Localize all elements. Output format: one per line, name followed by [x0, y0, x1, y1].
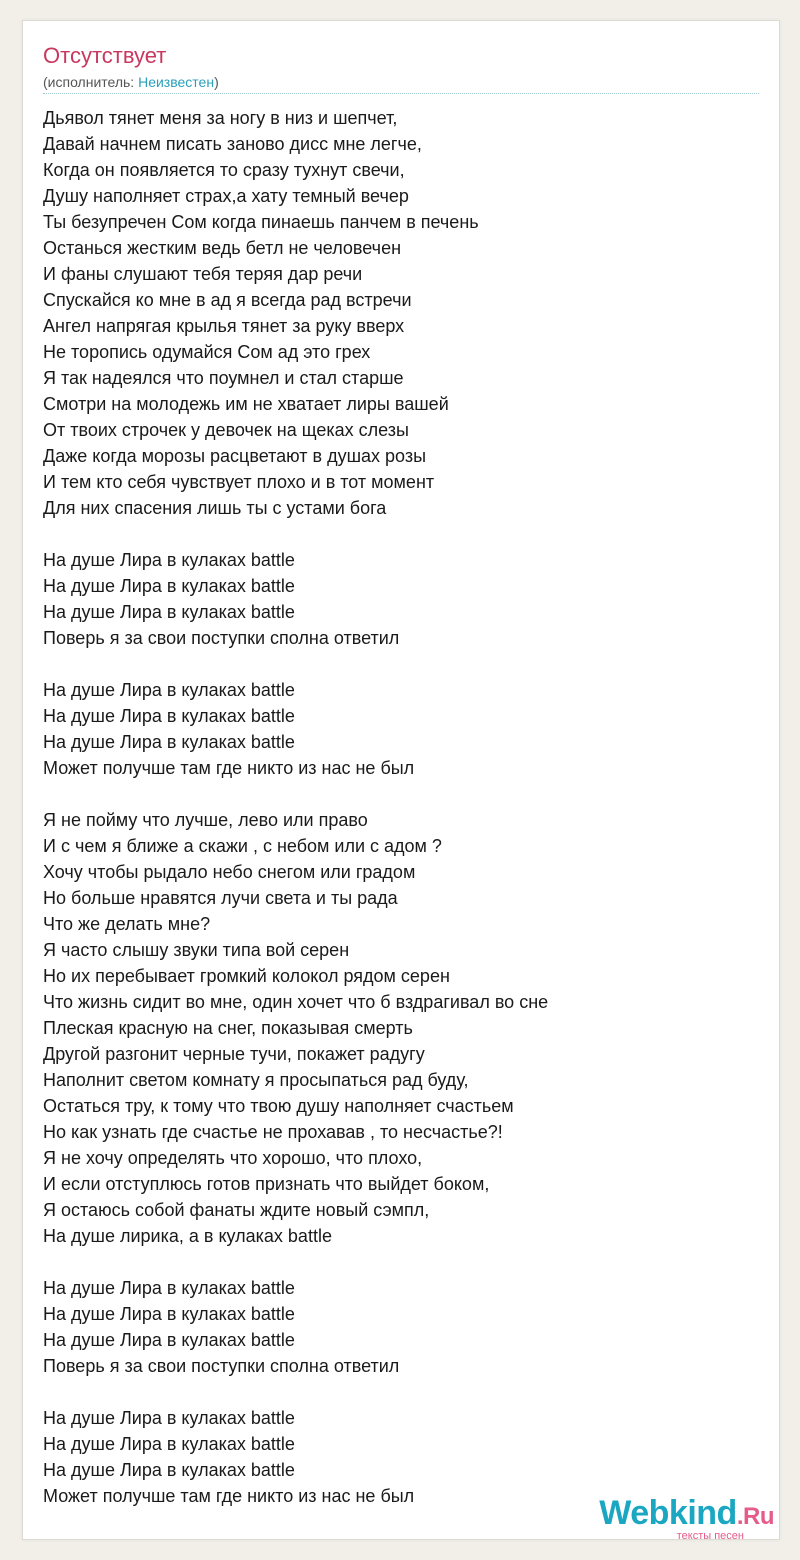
lyric-line: Смотри на молодежь им не хватает лиры вашей	[43, 394, 449, 414]
lyric-line: Что же делать мне?	[43, 914, 211, 934]
lyric-line: И фаны слушают тебя теряя дар речи	[43, 264, 363, 284]
lyric-line: Плеская красную на снег, показывая смерть	[43, 1018, 413, 1038]
lyric-line: На душе Лира в кулаках battle	[43, 1460, 295, 1480]
lyric-line: На душе Лира в кулаках battle	[43, 732, 295, 752]
lyric-line: И если отступлюсь готов признать что выйдет боком,	[43, 1174, 490, 1194]
lyric-line	[43, 1249, 759, 1275]
artist-link[interactable]: Неизвестен	[138, 74, 215, 90]
lyric-line: Давай начнем писать заново дисс мне легче,	[43, 134, 422, 154]
lyric-line: На душе Лира в кулаках battle	[43, 550, 295, 570]
lyric-line: Может получше там где никто из нас не был	[43, 1486, 415, 1506]
lyric-line: Поверь я за свои поступки сполна ответил	[43, 628, 400, 648]
logo-suffix: .Ru	[736, 1503, 774, 1530]
lyric-line: На душе Лира в кулаках battle	[43, 680, 295, 700]
lyric-line: Что жизнь сидит во мне, один хочет что б вздрагивал во сне	[43, 992, 549, 1012]
lyric-line: Не торопись одумайся Сом ад это грех	[43, 342, 371, 362]
lyric-line: Когда он появляется то сразу тухнут свечи,	[43, 160, 405, 180]
lyric-line: На душе Лира в кулаках battle	[43, 602, 295, 622]
lyrics-text	[43, 105, 759, 1509]
lyric-line: Но больше нравятся лучи света и ты рада	[43, 888, 398, 908]
lyric-line: Я не пойму что лучше, лево или право	[43, 810, 368, 830]
lyric-line: Для них спасения лишь ты с устами бога	[43, 498, 387, 518]
lyric-line	[43, 1379, 759, 1405]
lyric-line: Даже когда морозы расцветают в душах розы	[43, 446, 427, 466]
lyric-line	[43, 521, 759, 547]
lyric-line: Дьявол тянет меня за ногу в низ и шепчет,	[43, 108, 398, 128]
lyric-line: На душе Лира в кулаках battle	[43, 706, 295, 726]
lyric-line: На душе Лира в кулаках battle	[43, 1330, 295, 1350]
lyric-line: Я часто слышу звуки типа вой серен	[43, 940, 350, 960]
site-logo[interactable]	[599, 1496, 774, 1542]
lyric-line: На душе Лира в кулаках battle	[43, 576, 295, 596]
lyric-line: Хочу чтобы рыдало небо снегом или градом	[43, 862, 416, 882]
lyrics-card	[22, 20, 780, 1540]
lyric-line: От твоих строчек у девочек на щеках слезы	[43, 420, 409, 440]
lyric-line: Спускайся ко мне в ад я всегда рад встречи	[43, 290, 412, 310]
song-title: Отсутствует	[43, 43, 167, 68]
lyric-line: На душе Лира в кулаках battle	[43, 1304, 295, 1324]
lyric-line: Может получше там где никто из нас не был	[43, 758, 415, 778]
logo-subtitle: тексты песен	[676, 1530, 744, 1542]
lyric-line: Но как узнать где счастье не прохавав , то несчастье?!	[43, 1122, 503, 1142]
title-divider	[43, 93, 759, 94]
logo-wordmark	[599, 1496, 774, 1534]
artist-suffix: )	[214, 74, 219, 90]
lyric-line: Наполнит светом комнату я просыпаться рад буду,	[43, 1070, 469, 1090]
lyric-line: Я не хочу определять что хорошо, что плохо,	[43, 1148, 423, 1168]
lyric-line	[43, 651, 759, 677]
lyric-line: Я остаюсь собой фанаты ждите новый сэмпл,	[43, 1200, 430, 1220]
artist-line	[43, 74, 219, 90]
lyric-line: На душе Лира в кулаках battle	[43, 1434, 295, 1454]
lyric-line: Душу наполняет страх,а хату темный вечер	[43, 186, 409, 206]
lyric-line: Я так надеялся что поумнел и стал старше	[43, 368, 404, 388]
lyric-line: На душе лирика, а в кулаках battle	[43, 1226, 332, 1246]
lyric-line: На душе Лира в кулаках battle	[43, 1408, 295, 1428]
logo-main-text: Webkind	[599, 1494, 737, 1532]
artist-prefix: (исполнитель:	[43, 74, 139, 90]
lyric-line: Ты безупречен Сом когда пинаешь панчем в печень	[43, 212, 479, 232]
lyric-line: Остаться тру, к тому что твою душу наполняет счастьем	[43, 1096, 514, 1116]
lyric-line: На душе Лира в кулаках battle	[43, 1278, 295, 1298]
lyric-line: Ангел напрягая крылья тянет за руку вверх	[43, 316, 405, 336]
lyric-line: Другой разгонит черные тучи, покажет радугу	[43, 1044, 425, 1064]
lyric-line: Поверь я за свои поступки сполна ответил	[43, 1356, 400, 1376]
lyric-line: И тем кто себя чувствует плохо и в тот момент	[43, 472, 435, 492]
lyric-line	[43, 781, 759, 807]
lyric-line: И с чем я ближе а скажи , с небом или с адом ?	[43, 836, 442, 856]
lyric-line: Останься жестким ведь бетл не человечен	[43, 238, 402, 258]
lyric-line: Но их перебывает громкий колокол рядом серен	[43, 966, 450, 986]
